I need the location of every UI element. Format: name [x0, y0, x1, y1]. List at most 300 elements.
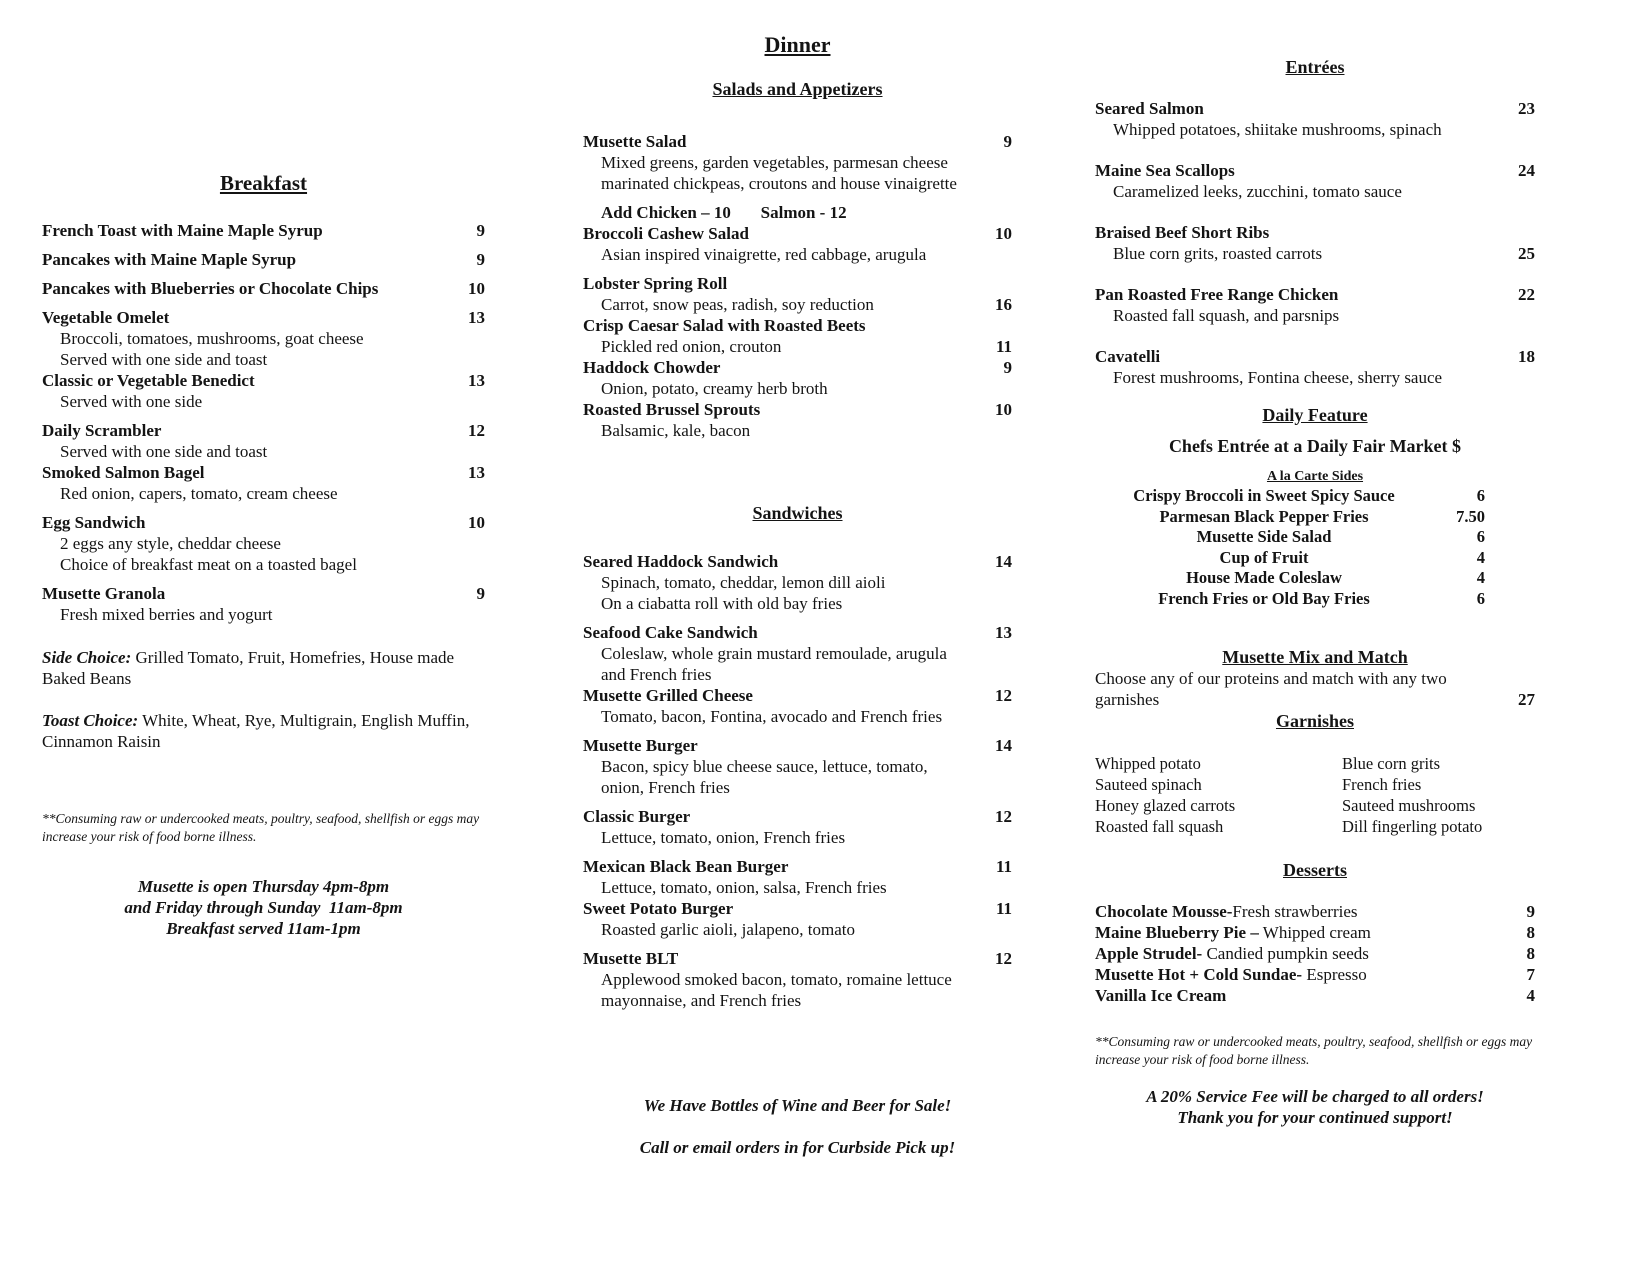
hours-line: and Friday through Sunday 11am-8pm — [124, 898, 403, 917]
menu-item — [42, 420, 485, 462]
item-price: 6 — [1476, 486, 1485, 505]
sandwiches-title: Sandwiches — [752, 503, 843, 523]
menu-item — [583, 685, 1012, 727]
item-price: 9 — [476, 250, 485, 269]
item-price — [443, 328, 485, 349]
menu-item — [583, 856, 1012, 898]
item-description: 2 eggs any style, cheddar cheese — [60, 534, 281, 553]
item-name: Roasted Brussel Sprouts — [583, 400, 761, 419]
menu-item-line — [583, 399, 1012, 420]
menu-item — [583, 315, 1012, 357]
item-price — [1493, 222, 1535, 243]
item-name: Musette Granola — [42, 584, 166, 603]
menu-item-line — [583, 664, 1012, 685]
item-name: Lobster Spring Roll — [583, 274, 728, 293]
menu-item-line — [42, 554, 485, 575]
item-price: 4 — [1476, 568, 1485, 587]
item-price — [443, 441, 485, 462]
menu-item-line — [1095, 181, 1535, 202]
item-price — [970, 990, 1012, 1011]
menu-item-line — [42, 307, 485, 328]
garnish-item: Roasted fall squash — [1095, 817, 1224, 836]
garnish-item: Dill fingerling potato — [1342, 817, 1483, 836]
menu-item-line — [1095, 119, 1535, 140]
dessert-list — [1095, 901, 1535, 1006]
menu-item — [583, 898, 1012, 940]
breakfast-title: Breakfast — [219, 171, 308, 195]
menu-item-line — [42, 533, 485, 554]
mix-match-line1: Choose any of our proteins and match with any two — [1095, 669, 1447, 688]
item-price: 9 — [476, 584, 485, 603]
menu-item-line — [1095, 222, 1535, 243]
menu-item-line — [1095, 98, 1535, 119]
item-price — [970, 244, 1012, 265]
side-name: Musette Side Salad — [1196, 527, 1332, 546]
menu-item-line — [42, 349, 485, 370]
item-price: 13 — [468, 371, 485, 390]
item-price: 10 — [995, 224, 1012, 243]
item-price: 9 — [1526, 902, 1535, 921]
dinner-column — [583, 32, 1012, 1158]
item-price: 7.50 — [1456, 506, 1485, 526]
menu-item-line — [583, 244, 1012, 265]
item-price: 9 — [1003, 132, 1012, 151]
item-name: Musette BLT — [583, 949, 679, 968]
item-name: Egg Sandwich — [42, 513, 146, 532]
item-price: 23 — [1518, 99, 1535, 118]
dessert-description: Whipped cream — [1258, 923, 1371, 942]
service-fee-line: A 20% Service Fee will be charged to all orders! — [1146, 1087, 1484, 1106]
menu-item — [583, 202, 1012, 223]
breakfast-column — [42, 170, 485, 939]
garnishes-title: Garnishes — [1275, 711, 1354, 731]
item-name: Musette Grilled Cheese — [583, 686, 753, 705]
side-choice-label: Side Choice: — [42, 648, 132, 667]
item-price: 18 — [1518, 347, 1535, 366]
item-description: Pickled red onion, crouton — [601, 337, 782, 356]
item-price — [970, 756, 1012, 777]
item-price: 10 — [468, 513, 485, 532]
mix-match-price: 27 — [1518, 690, 1535, 709]
item-price — [1493, 305, 1535, 326]
menu-item-line — [42, 604, 485, 625]
item-price: 9 — [476, 221, 485, 240]
item-price: 12 — [995, 807, 1012, 826]
menu-item — [42, 249, 485, 270]
side-item — [1095, 568, 1485, 589]
menu-item-line — [583, 572, 1012, 593]
menu-item — [583, 948, 1012, 1011]
item-name: Braised Beef Short Ribs — [1095, 223, 1270, 242]
dessert-item — [1095, 964, 1535, 985]
garnish-item: Blue corn grits — [1342, 754, 1441, 773]
item-price: 25 — [1518, 244, 1535, 263]
item-name: Smoked Salmon Bagel — [42, 463, 205, 482]
menu-item-line — [583, 735, 1012, 756]
item-description: Caramelized leeks, zucchini, tomato sauce — [1113, 182, 1402, 201]
menu-item-line — [42, 420, 485, 441]
menu-item-line — [583, 706, 1012, 727]
breakfast-items — [42, 220, 485, 625]
side-choice-text: Grilled Tomato, Fruit, Homefries, House made Baked Beans — [42, 648, 455, 688]
menu-item — [42, 307, 485, 370]
item-name: Cavatelli — [1095, 347, 1161, 366]
mix-match-line2: garnishes 27 — [1095, 690, 1535, 709]
menu-item-line — [583, 877, 1012, 898]
menu-item-line — [583, 643, 1012, 664]
item-name: Pancakes with Maine Maple Syrup — [42, 250, 297, 269]
thank-you-line: Thank you for your continued support! — [1177, 1108, 1453, 1127]
dessert-name: Vanilla Ice Cream — [1095, 986, 1227, 1005]
entrees-title: Entrées — [1285, 57, 1345, 77]
menu-item-line — [1095, 367, 1535, 388]
item-price: 24 — [1518, 161, 1535, 180]
item-price — [443, 554, 485, 575]
item-price — [970, 315, 1012, 336]
item-price — [443, 391, 485, 412]
item-price — [443, 533, 485, 554]
item-name: Mexican Black Bean Burger — [583, 857, 789, 876]
dessert-text — [1095, 964, 1493, 985]
side-item — [1095, 548, 1485, 569]
item-price — [970, 202, 1012, 223]
dessert-item — [1095, 985, 1535, 1006]
menu-item-line — [583, 294, 1012, 315]
item-name: Pancakes with Blueberries or Chocolate Chips — [42, 279, 379, 298]
item-price — [970, 969, 1012, 990]
salads-appetizers-title: Salads and Appetizers — [712, 79, 883, 99]
menu-item-line — [42, 220, 485, 241]
side-name: House Made Coleslaw — [1186, 568, 1342, 587]
menu-item — [42, 512, 485, 575]
item-name: Classic Burger — [583, 807, 691, 826]
item-description: Served with one side — [60, 392, 203, 411]
menu-item-line — [583, 756, 1012, 777]
item-price: 8 — [1526, 923, 1535, 942]
dessert-name: Chocolate Mousse- — [1095, 902, 1233, 921]
menu-item-line — [583, 777, 1012, 798]
item-name: Seafood Cake Sandwich — [583, 623, 758, 642]
menu-item — [42, 370, 485, 412]
garnish-item: French fries — [1342, 775, 1422, 794]
menu-item — [583, 551, 1012, 614]
side-item — [1095, 486, 1485, 507]
item-description: Broccoli, tomatoes, mushrooms, goat cheese — [60, 329, 364, 348]
dessert-description: Espresso — [1302, 965, 1367, 984]
item-name: Broccoli Cashew Salad — [583, 224, 749, 243]
item-description: Asian inspired vinaigrette, red cabbage, arugula — [601, 245, 927, 264]
side-item — [1095, 527, 1485, 548]
side-name: Crispy Broccoli in Sweet Spicy Sauce — [1133, 486, 1395, 505]
hours-note — [42, 876, 485, 939]
garnish-row — [1095, 774, 1535, 795]
menu-item — [583, 399, 1012, 441]
menu-item-line — [1095, 243, 1535, 264]
entree-items — [1095, 98, 1535, 388]
item-description: onion, French fries — [601, 778, 730, 797]
menu-item-line — [583, 806, 1012, 827]
menu-item-line — [583, 315, 1012, 336]
dessert-text — [1095, 922, 1493, 943]
item-price — [970, 420, 1012, 441]
item-description: On a ciabatta roll with old bay fries — [601, 594, 843, 613]
menu-item-line — [583, 948, 1012, 969]
side-name: Cup of Fruit — [1219, 547, 1309, 567]
dessert-description: Fresh strawberries — [1232, 902, 1358, 921]
menu-item — [42, 583, 485, 625]
salad-items — [583, 131, 1012, 441]
item-description: Mixed greens, garden vegetables, parmesan cheese — [601, 153, 948, 172]
mix-match-title: Musette Mix and Match — [1222, 647, 1408, 667]
garnish-row — [1095, 753, 1535, 774]
menu-item-line — [583, 622, 1012, 643]
menu-item-line — [42, 370, 485, 391]
menu-item — [42, 278, 485, 299]
item-name: Musette Burger — [583, 736, 698, 755]
item-description: Lettuce, tomato, onion, French fries — [601, 828, 846, 847]
menu-item — [583, 357, 1012, 399]
item-description: Roasted garlic aioli, jalapeno, tomato — [601, 920, 855, 939]
item-description: Lettuce, tomato, onion, salsa, French fries — [601, 878, 887, 897]
item-description: marinated chickpeas, croutons and house vinaigrette — [601, 174, 957, 193]
item-price: 12 — [995, 949, 1012, 968]
item-price: 4 — [1526, 986, 1535, 1005]
alacarte-title: A la Carte Sides — [1266, 469, 1364, 484]
hours-line: Musette is open Thursday 4pm-8pm — [137, 877, 390, 896]
menu-item — [1095, 160, 1535, 202]
dessert-item — [1095, 901, 1535, 922]
menu-item-line — [583, 551, 1012, 572]
garnish-item: Whipped potato — [1095, 754, 1201, 773]
item-description: Served with one side and toast — [60, 350, 268, 369]
alacarte-items — [1095, 486, 1485, 609]
item-price: 11 — [995, 899, 1012, 918]
side-item — [1095, 507, 1485, 528]
item-description: Fresh mixed berries and yogurt — [60, 605, 273, 624]
item-name: Pan Roasted Free Range Chicken — [1095, 285, 1339, 304]
menu-item-line — [583, 593, 1012, 614]
item-price — [970, 378, 1012, 399]
menu-item-line — [583, 856, 1012, 877]
item-description: Bacon, spicy blue cheese sauce, lettuce, tomato, — [601, 757, 928, 776]
menu-item — [583, 806, 1012, 848]
menu-item — [583, 622, 1012, 685]
menu-item-line — [1095, 284, 1535, 305]
dessert-item — [1095, 943, 1535, 964]
item-price: 14 — [995, 736, 1012, 755]
item-price: 12 — [995, 686, 1012, 705]
item-price: 13 — [995, 623, 1012, 642]
item-price — [970, 777, 1012, 798]
dessert-item — [1095, 922, 1535, 943]
item-name: Sweet Potato Burger — [583, 899, 734, 918]
menu-item-line — [583, 827, 1012, 848]
item-name: Vegetable Omelet — [42, 308, 170, 327]
menu-item-line — [583, 273, 1012, 294]
garnish-item: Sauteed spinach — [1095, 775, 1202, 794]
item-price — [970, 593, 1012, 614]
item-price — [1493, 119, 1535, 140]
item-price: 11 — [995, 337, 1012, 356]
daily-feature-subtitle: Chefs Entrée at a Daily Fair Market $ — [1168, 436, 1462, 456]
item-description: Tomato, bacon, Fontina, avocado and French fries — [601, 707, 943, 726]
side-item — [1095, 589, 1485, 610]
item-price: 8 — [1526, 944, 1535, 963]
menu-item-line — [583, 202, 1012, 223]
menu-item — [1095, 346, 1535, 388]
item-description: Applewood smoked bacon, tomato, romaine lettuce — [601, 970, 952, 989]
item-price: 13 — [468, 308, 485, 327]
dinner-title: Dinner — [764, 32, 831, 57]
dessert-name: Maine Blueberry Pie – — [1095, 923, 1259, 942]
menu-item — [583, 273, 1012, 315]
desserts-title: Desserts — [1283, 860, 1347, 880]
item-name: Musette Salad — [583, 132, 687, 151]
menu-item-line — [42, 328, 485, 349]
curbside-note: Call or email orders in for Curbside Pick up! — [639, 1138, 956, 1157]
menu-item-line — [583, 420, 1012, 441]
menu-item-line — [583, 336, 1012, 357]
hours-line: Breakfast served 11am-1pm — [166, 919, 361, 938]
item-price: 16 — [995, 295, 1012, 314]
item-description: Coleslaw, whole grain mustard remoulade, arugula — [601, 644, 947, 663]
menu-item-line — [42, 512, 485, 533]
item-price — [1493, 181, 1535, 202]
menu-item-line — [42, 441, 485, 462]
menu-item — [583, 223, 1012, 265]
menu-item-line — [583, 357, 1012, 378]
toast-choice-note — [42, 710, 485, 752]
item-price: 12 — [468, 421, 485, 440]
menu-item — [583, 735, 1012, 798]
menu-item-line — [42, 278, 485, 299]
item-price: 6 — [1476, 527, 1485, 546]
side-name: French Fries or Old Bay Fries — [1158, 588, 1370, 608]
item-price: 9 — [1003, 358, 1012, 377]
menu-item-line — [583, 223, 1012, 244]
menu-item-line — [42, 483, 485, 504]
item-description: Roasted fall squash, and parsnips — [1113, 306, 1340, 325]
item-name: French Toast with Maine Maple Syrup — [42, 221, 323, 240]
menu-item-line — [583, 152, 1012, 173]
menu-item-line — [583, 919, 1012, 940]
dessert-text — [1095, 901, 1493, 922]
item-price — [970, 877, 1012, 898]
sandwich-items — [583, 551, 1012, 1011]
item-description: mayonnaise, and French fries — [601, 991, 802, 1010]
item-price: 4 — [1476, 547, 1485, 567]
item-name: Add Chicken – 10 Salmon - 12 — [601, 203, 847, 222]
item-description: Carrot, snow peas, radish, soy reduction — [601, 295, 874, 314]
toast-choice-label: Toast Choice: — [42, 711, 139, 730]
item-price — [443, 349, 485, 370]
item-description: Red onion, capers, tomato, cream cheese — [60, 484, 338, 503]
item-name: Seared Salmon — [1095, 99, 1204, 118]
item-description: Blue corn grits, roasted carrots — [1113, 244, 1323, 263]
menu-item-line — [42, 462, 485, 483]
menu-item — [583, 131, 1012, 194]
menu-item-line — [583, 685, 1012, 706]
item-price: 6 — [1476, 588, 1485, 608]
item-description: Forest mushrooms, Fontina cheese, sherry sauce — [1113, 368, 1443, 387]
side-choice-note — [42, 647, 485, 689]
item-price: 7 — [1526, 965, 1535, 984]
dessert-text — [1095, 943, 1493, 964]
menu-item-line — [42, 249, 485, 270]
side-name: Parmesan Black Pepper Fries — [1159, 506, 1369, 526]
menu-item-line — [583, 173, 1012, 194]
item-price — [443, 604, 485, 625]
item-description: Served with one side and toast — [60, 442, 268, 461]
menu-item — [1095, 222, 1535, 264]
item-description: and French fries — [601, 665, 712, 684]
menu-item-line — [42, 391, 485, 412]
item-description: Spinach, tomato, cheddar, lemon dill aioli — [601, 573, 886, 592]
item-price: 14 — [995, 552, 1012, 571]
item-name: Daily Scrambler — [42, 421, 162, 440]
item-price — [1493, 367, 1535, 388]
menu-item-line — [583, 969, 1012, 990]
menu-item — [1095, 284, 1535, 326]
menu-item-line — [583, 990, 1012, 1011]
item-name: Maine Sea Scallops — [1095, 161, 1235, 180]
garnish-item: Honey glazed carrots — [1095, 796, 1236, 815]
item-price — [970, 706, 1012, 727]
menu-item-line — [583, 131, 1012, 152]
item-price — [970, 572, 1012, 593]
item-description: Balsamic, kale, bacon — [601, 421, 751, 440]
dessert-text — [1095, 985, 1493, 1006]
daily-feature-title: Daily Feature — [1262, 405, 1368, 425]
item-price — [970, 919, 1012, 940]
menu-item-line — [583, 898, 1012, 919]
wine-beer-note: We Have Bottles of Wine and Beer for Sale! — [643, 1096, 952, 1115]
dessert-description: Candied pumpkin seeds — [1202, 944, 1369, 963]
item-price — [443, 483, 485, 504]
item-description: Choice of breakfast meat on a toasted bagel — [60, 555, 357, 574]
garnish-list — [1095, 753, 1535, 837]
item-price — [970, 152, 1012, 173]
item-price: 10 — [995, 400, 1012, 419]
menu-item-line — [1095, 160, 1535, 181]
menu-item-line — [1095, 305, 1535, 326]
item-price — [970, 827, 1012, 848]
garnish-row — [1095, 816, 1535, 837]
menu-item — [1095, 98, 1535, 140]
menu-item-line — [1095, 346, 1535, 367]
item-price: 13 — [468, 463, 485, 482]
item-price — [970, 643, 1012, 664]
menu-item — [42, 462, 485, 504]
item-description: Onion, potato, creamy herb broth — [601, 379, 828, 398]
entrees-disclaimer: **Consuming raw or undercooked meats, poultry, seafood, shellfish or eggs may increase your risk of food borne illness. — [1095, 1034, 1533, 1067]
item-name: Classic or Vegetable Benedict — [42, 371, 255, 390]
breakfast-disclaimer: **Consuming raw or undercooked meats, poultry, seafood, shellfish or eggs may increase your risk of food borne illness. — [42, 811, 480, 844]
garnish-item: Sauteed mushrooms — [1342, 796, 1476, 815]
menu-item-line — [42, 583, 485, 604]
item-name: Seared Haddock Sandwich — [583, 552, 779, 571]
entrees-column — [1095, 56, 1535, 1128]
menu-item-line — [583, 378, 1012, 399]
item-price — [970, 173, 1012, 194]
dessert-name: Musette Hot + Cold Sundae- — [1095, 965, 1303, 984]
dessert-name: Apple Strudel- — [1095, 944, 1203, 963]
menu-item — [42, 220, 485, 241]
item-name: Crisp Caesar Salad with Roasted Beets — [583, 316, 866, 335]
toast-choice-text: White, Wheat, Rye, Multigrain, English Muffin, Cinnamon Raisin — [42, 711, 470, 751]
item-price: 11 — [995, 857, 1012, 876]
item-name: Haddock Chowder — [583, 358, 721, 377]
